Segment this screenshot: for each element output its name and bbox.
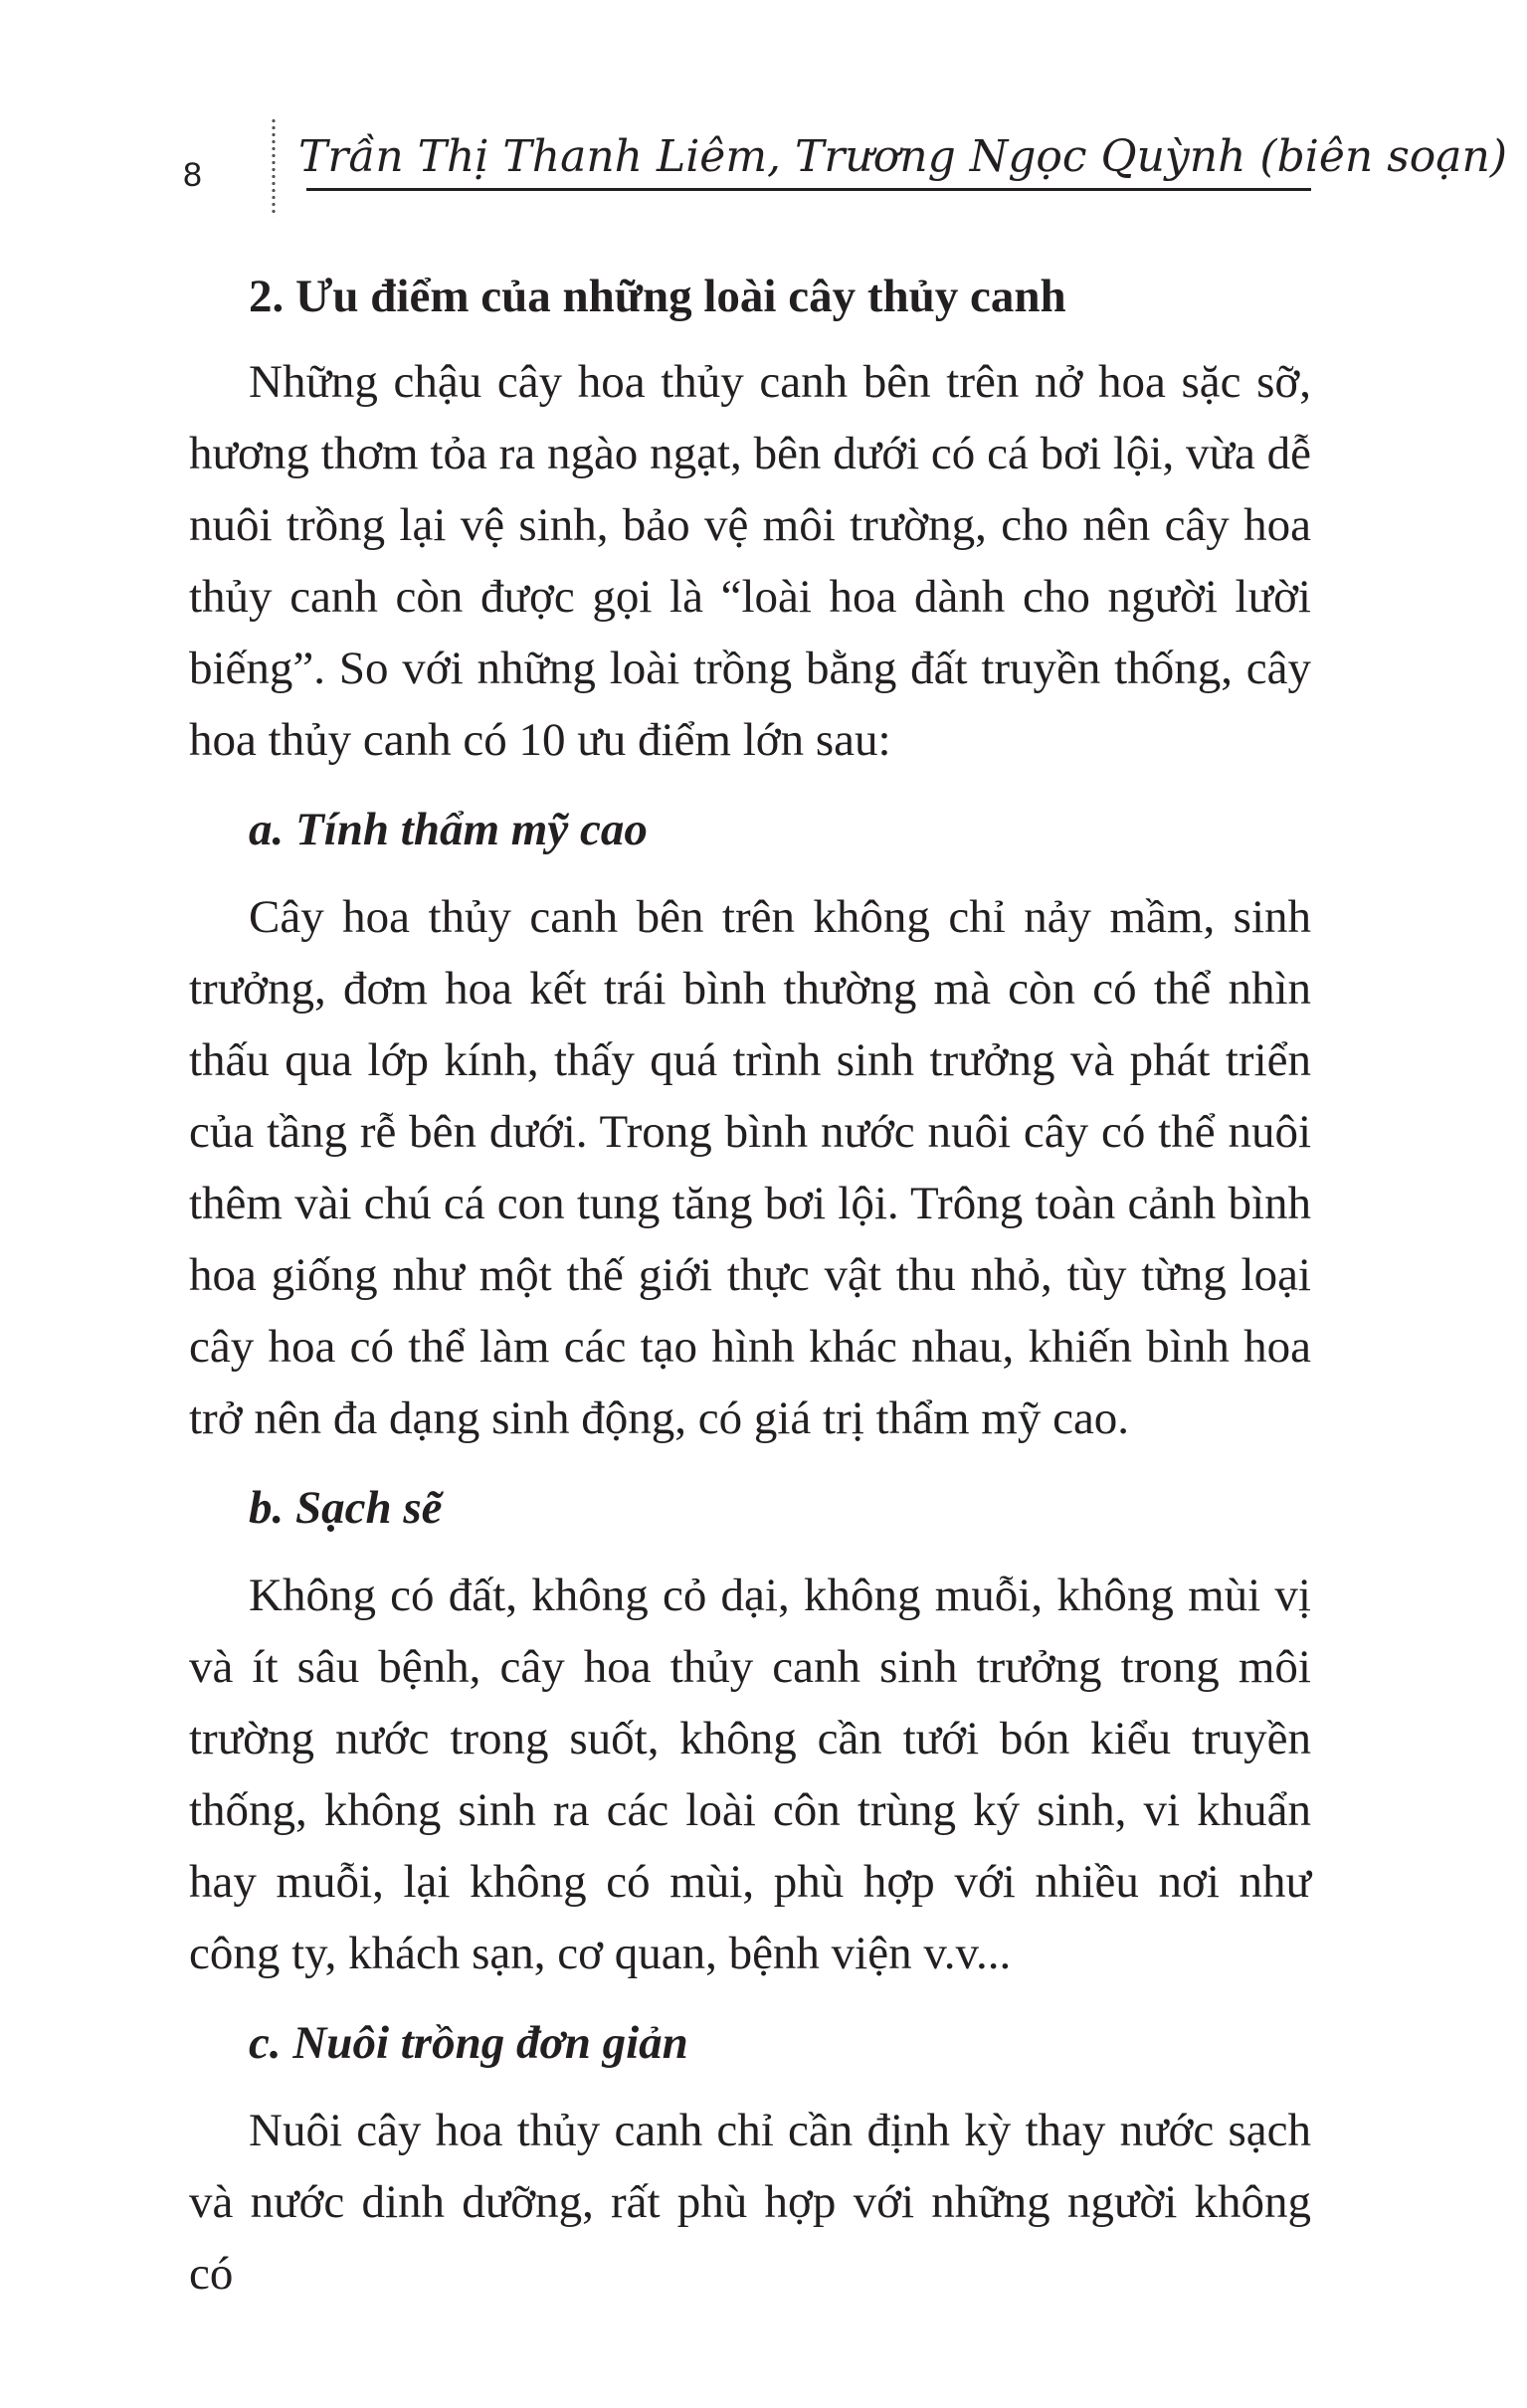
subsection-body-a: Cây hoa thủy canh bên trên không chỉ nảy mầm, sinh trưởng, đơm hoa kết trái bình thường mà còn có thể nhìn thấu qua lớp kính, thấy quá trình sinh trưởng và phát triển của tầng rễ bên dưới. Trong bình nước nuôi cây có thể nuôi thêm vài chú cá con tung tăng bơi lội. Trông toàn cảnh bình hoa giống như một thế giới thực vật thu nhỏ, tùy từng loại cây hoa có thể làm các tạo hình khác nhau, khiến bình hoa trở nên đa dạng sinh động, có giá trị thẩm mỹ cao. bbox=[189, 891, 1311, 1444]
section-heading: 2. Ưu điểm của những loài cây thủy canh bbox=[249, 271, 1066, 322]
spacer bbox=[189, 1989, 1311, 2007]
subsection-body-c: Nuôi cây hoa thủy canh chỉ cần định kỳ thay nước sạch và nước dinh dưỡng, rất phù hợp với những người không có bbox=[189, 2105, 1311, 2300]
spacer bbox=[189, 2079, 1311, 2095]
subsection-title-a: a. Tính thẩm mỹ cao bbox=[249, 804, 648, 855]
page-content bbox=[189, 261, 1311, 2310]
header-ornament-divider bbox=[269, 117, 279, 217]
running-head: Trần Thị Thanh Liêm, Trương Ngọc Quỳnh (biên soạn) bbox=[298, 131, 1508, 182]
subsection-title-c: c. Nuôi trồng đơn giản bbox=[249, 2017, 688, 2069]
spacer bbox=[189, 332, 1311, 346]
subsection-title-b: b. Sạch sẽ bbox=[249, 1482, 443, 1534]
page-number: 8 bbox=[183, 156, 202, 194]
spacer bbox=[189, 776, 1311, 794]
section-intro-paragraph: Những chậu cây hoa thủy canh bên trên nở hoa sặc sỡ, hương thơm tỏa ra ngào ngạt, bên dưới có cá bơi lội, vừa dễ nuôi trồng lại vệ sinh, bảo vệ môi trường, cho nên cây hoa thủy canh còn được gọi là “loài hoa dành cho người lười biếng”. So với những loài trồng bằng đất truyền thống, cây hoa thủy canh có 10 ưu điểm lớn sau: bbox=[189, 356, 1311, 766]
subsection-body-b: Không có đất, không cỏ dại, không muỗi, không mùi vị và ít sâu bệnh, cây hoa thủy canh sinh trưởng trong môi trường nước trong suốt, không cần tưới bón kiểu truyền thống, không sinh ra các loài côn trùng ký sinh, vi khuẩn hay muỗi, lại không có mùi, phù hợp với nhiều nơi như công ty, khách sạn, cơ quan, bệnh viện v.v... bbox=[189, 1570, 1311, 1979]
spacer bbox=[189, 865, 1311, 881]
header-rule bbox=[306, 188, 1311, 191]
spacer bbox=[189, 1454, 1311, 1472]
spacer bbox=[189, 1544, 1311, 1560]
